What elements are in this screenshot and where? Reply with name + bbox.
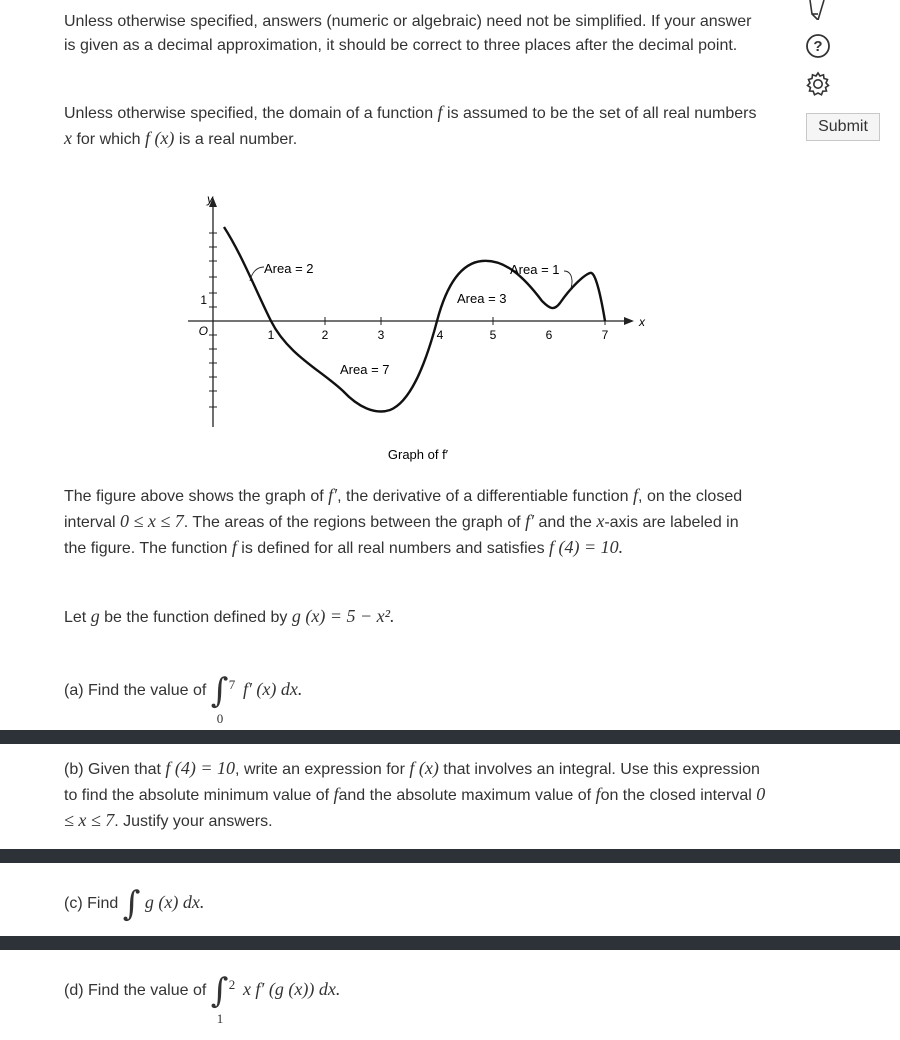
math-fx: f (x) xyxy=(409,758,439,778)
area-label-3: Area = 3 xyxy=(457,291,507,306)
y-tick-label: 1 xyxy=(200,293,207,307)
area-label-2: Area = 7 xyxy=(340,362,390,377)
text-run: is a real number. xyxy=(178,131,298,148)
part-c-text: Find xyxy=(87,895,119,912)
part-d xyxy=(64,968,764,1026)
problem-description xyxy=(64,483,764,561)
section-divider xyxy=(0,730,900,744)
instructions-paragraph-2 xyxy=(64,100,764,152)
graph-of-f-prime xyxy=(180,185,660,470)
math-f-prime: f′ xyxy=(328,485,338,505)
area-label-4: Area = 1 xyxy=(510,262,560,277)
integral-sign: ∫ xyxy=(122,883,141,924)
lower-limit: 0 xyxy=(216,711,224,726)
x-tick-label-7: 7 xyxy=(601,328,609,342)
x-tick-label-2: 2 xyxy=(321,328,329,342)
text-run: , write an expression for xyxy=(235,761,405,778)
x-tick-label-4: 4 xyxy=(436,328,444,342)
area-label-1: Area = 2 xyxy=(264,261,314,276)
instructions-text: Unless otherwise specified, answers (numeric or algebraic) need not be simplified. If your answer is given as a decimal approximation, it should be correct to three places after the decimal point. xyxy=(64,13,752,54)
x-tick-label-3: 3 xyxy=(377,328,385,342)
part-b-label: (b) xyxy=(64,761,84,778)
text-run: The figure above shows the graph of xyxy=(64,488,324,505)
upper-limit: 7 xyxy=(228,677,236,692)
text-run: is defined for all real numbers and satisfies xyxy=(241,540,545,557)
text-run: . Justify your answers. xyxy=(114,813,273,830)
part-c-label: (c) xyxy=(64,895,83,912)
text-run: Unless otherwise specified, the domain of a function xyxy=(64,105,434,122)
math-f: f xyxy=(437,102,443,122)
math-condition: f (4) = 10. xyxy=(549,537,624,557)
part-a-text: Find the value of xyxy=(88,682,207,699)
text-run: on the closed interval xyxy=(600,787,752,804)
part-d-text: Find the value of xyxy=(88,982,207,999)
section-divider xyxy=(0,849,900,863)
part-c-integrand: g (x) dx. xyxy=(144,892,205,912)
math-f: f xyxy=(595,784,601,804)
text-run: that involves an integral. Use this expression to find the absolute minimum value of xyxy=(64,761,760,804)
pen-icon[interactable] xyxy=(806,0,830,20)
area-leader-4 xyxy=(564,271,572,291)
math-g: g xyxy=(90,606,100,626)
g-definition xyxy=(64,604,764,630)
math-f-prime: f′ xyxy=(525,511,535,531)
text-run: Let xyxy=(64,609,87,626)
text-run: be the function defined by xyxy=(104,609,288,626)
integral-sign: ∫ 2 1 xyxy=(211,970,229,1012)
upper-limit: 2 xyxy=(228,977,236,992)
math-interval: 0 ≤ x ≤ 7 xyxy=(120,511,184,531)
x-tick-label-5: 5 xyxy=(489,328,497,342)
x-axis-label: x xyxy=(639,315,645,329)
submit-button[interactable]: Submit xyxy=(806,113,880,141)
f-prime-curve xyxy=(224,227,605,411)
part-d-integrand: x f′ (g (x)) dx. xyxy=(242,979,341,999)
part-c xyxy=(64,882,764,924)
part-d-label: (d) xyxy=(64,982,84,999)
math-condition: f (4) = 10 xyxy=(165,758,236,778)
origin-label: O xyxy=(198,324,208,338)
x-tick-label-6: 6 xyxy=(545,328,553,342)
math-g-expression: g (x) = 5 − x². xyxy=(291,606,395,626)
text-run: Given that xyxy=(88,761,161,778)
math-fx: f (x) xyxy=(144,128,175,148)
text-run: , the derivative of a differentiable function xyxy=(337,488,629,505)
part-b xyxy=(64,756,774,834)
math-interval: 0 ≤ x ≤ 7 xyxy=(64,784,766,830)
text-run: . The areas of the regions between the graph of xyxy=(183,514,521,531)
lower-limit: 1 xyxy=(216,1011,224,1026)
gear-icon[interactable] xyxy=(805,71,831,97)
help-icon[interactable] xyxy=(805,33,831,59)
y-axis-label: y xyxy=(207,192,213,206)
instructions-paragraph-1 xyxy=(64,10,764,58)
math-x: x xyxy=(64,128,72,148)
text-run: and the absolute maximum value of xyxy=(338,787,592,804)
math-f: f xyxy=(333,784,339,804)
text-run: is assumed to be the set of all real numbers xyxy=(447,105,757,122)
figure-caption: Graph of f′ xyxy=(387,447,449,462)
text-run: -axis are labeled in the figure. The function xyxy=(64,514,739,557)
x-axis-arrow xyxy=(624,317,634,325)
part-a-integrand: f′ (x) dx. xyxy=(242,679,303,699)
math-x: x xyxy=(596,511,605,531)
math-f: f xyxy=(231,537,237,557)
text-run: for which xyxy=(76,131,141,148)
section-divider xyxy=(0,936,900,950)
text-run: , on the closed interval xyxy=(64,488,743,531)
part-a xyxy=(64,668,764,726)
math-f: f xyxy=(633,485,639,505)
integral-sign: ∫ 7 0 xyxy=(211,670,229,712)
text-run: and the xyxy=(538,514,592,531)
part-a-label: (a) xyxy=(64,682,84,699)
svg-text:?: ? xyxy=(813,38,823,55)
x-tick-label-1: 1 xyxy=(267,328,275,342)
